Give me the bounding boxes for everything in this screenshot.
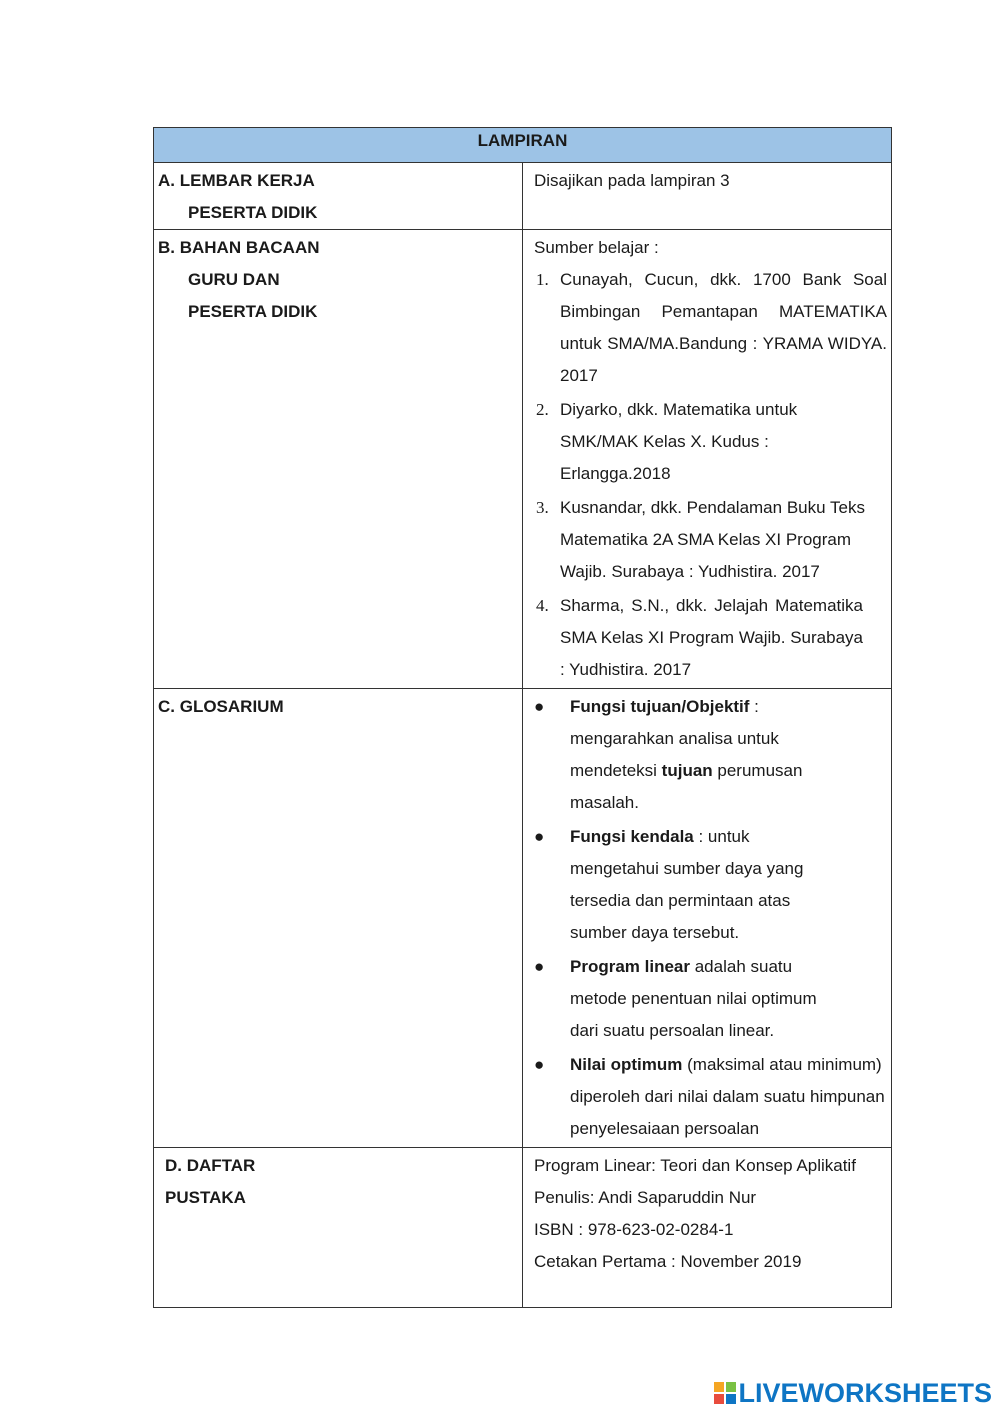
glossary-term: Fungsi tujuan/Objektif — [570, 697, 750, 716]
reference-text: Kusnandar, dkk. Pendalaman Buku Teks Matematika 2A SMA Kelas XI Program Wajib. Surabaya : Yudhistira. 2017 — [560, 498, 865, 581]
bullet-icon: ● — [534, 957, 545, 976]
glossary-definition: : mengarahkan analisa untuk mendeteksi — [570, 697, 779, 780]
bullet-icon: ● — [534, 697, 545, 716]
logo-text: LIVEWORKSHEETS — [738, 1377, 992, 1408]
reference-text: Cunayah, Cucun, dkk. 1700 Bank Soal Bimbingan Pemantapan MATEMATIKA untuk SMA/MA.Bandung : YRAMA WIDYA. 2017 — [560, 270, 887, 385]
row-label-cell — [154, 1148, 523, 1308]
list-item — [532, 1049, 887, 1145]
row-label-line: PESERTA DIDIK — [188, 203, 318, 222]
row-label-cell — [154, 230, 523, 689]
reference-text: Sharma, S.N., dkk. Jelajah Matematika SMA Kelas XI Program Wajib. Surabaya : Yudhistira. 2017 — [560, 596, 863, 679]
logo-square-icon — [726, 1394, 736, 1404]
glossary-term: Fungsi kendala — [570, 827, 694, 846]
row-content-cell — [523, 1148, 892, 1308]
list-number: 3. — [536, 498, 549, 517]
table-row-daftar-pustaka — [154, 1148, 892, 1308]
logo-square-icon — [726, 1382, 736, 1392]
glossary-definition-end: perumusan masalah. — [570, 761, 803, 812]
bibliography-line: Program Linear: Teori dan Konsep Aplikatif — [534, 1156, 856, 1175]
list-item — [534, 590, 887, 686]
table-row-lembar-kerja — [154, 163, 892, 230]
row-label-line: GURU DAN — [188, 270, 280, 289]
list-item — [532, 951, 887, 1047]
glossary-emphasis: tujuan — [661, 761, 713, 780]
row-label-cell — [154, 689, 523, 1148]
row-label-line: D. DAFTAR — [165, 1156, 256, 1175]
bibliography-line: Penulis: Andi Saparuddin Nur — [534, 1188, 757, 1207]
logo-square-icon — [714, 1382, 724, 1392]
list-item — [532, 821, 887, 949]
row-content-text: Disajikan pada lampiran 3 — [534, 171, 730, 190]
reference-text: Diyarko, dkk. Matematika untuk SMK/MAK Kelas X. Kudus : Erlangga.2018 — [560, 400, 798, 483]
row-content-cell — [523, 163, 892, 230]
table-row-bahan-bacaan — [154, 230, 892, 689]
reference-list — [534, 264, 887, 686]
row-content-cell — [523, 230, 892, 689]
row-content-cell — [523, 689, 892, 1148]
list-item — [534, 264, 887, 392]
glossary-definition: : untuk mengetahui sumber daya yang tersedia dan permintaan atas sumber daya tersebut. — [570, 827, 804, 942]
list-number: 4. — [536, 596, 549, 615]
lampiran-table — [153, 127, 892, 1308]
logo-square-icon — [714, 1394, 724, 1404]
list-number: 1. — [536, 270, 549, 289]
logo-grid-icon — [714, 1382, 736, 1404]
list-item — [534, 492, 887, 588]
row-label-line: A. LEMBAR KERJA — [158, 171, 315, 190]
row-label-cell — [154, 163, 523, 230]
bullet-icon: ● — [534, 1055, 545, 1074]
table-row-glosarium — [154, 689, 892, 1148]
row-label-line: PUSTAKA — [165, 1188, 246, 1207]
bullet-icon: ● — [534, 827, 545, 846]
glossary-definition: adalah suatu metode penentuan nilai optimum dari suatu persoalan linear. — [570, 957, 817, 1040]
bibliography-line: ISBN : 978-623-02-0284-1 — [534, 1220, 734, 1239]
list-item — [534, 394, 887, 490]
row-label-line: C. GLOSARIUM — [158, 697, 284, 716]
row-label-line: B. BAHAN BACAAN — [158, 238, 320, 257]
glossary-term: Program linear — [570, 957, 690, 976]
glossary-term: Nilai optimum — [570, 1055, 683, 1074]
list-item — [532, 691, 887, 819]
glossary-definition: (maksimal atau minimum) diperoleh dari nilai dalam suatu himpunan penyelesaiaan persoalan — [570, 1055, 885, 1138]
sources-intro: Sumber belajar : — [534, 238, 659, 257]
glossary-list — [532, 691, 887, 1145]
list-number: 2. — [536, 400, 549, 419]
bibliography-line: Cetakan Pertama : November 2019 — [534, 1252, 802, 1271]
row-label-line: PESERTA DIDIK — [188, 302, 318, 321]
liveworksheets-logo[interactable] — [714, 1379, 992, 1407]
table-header: LAMPIRAN — [154, 128, 892, 163]
